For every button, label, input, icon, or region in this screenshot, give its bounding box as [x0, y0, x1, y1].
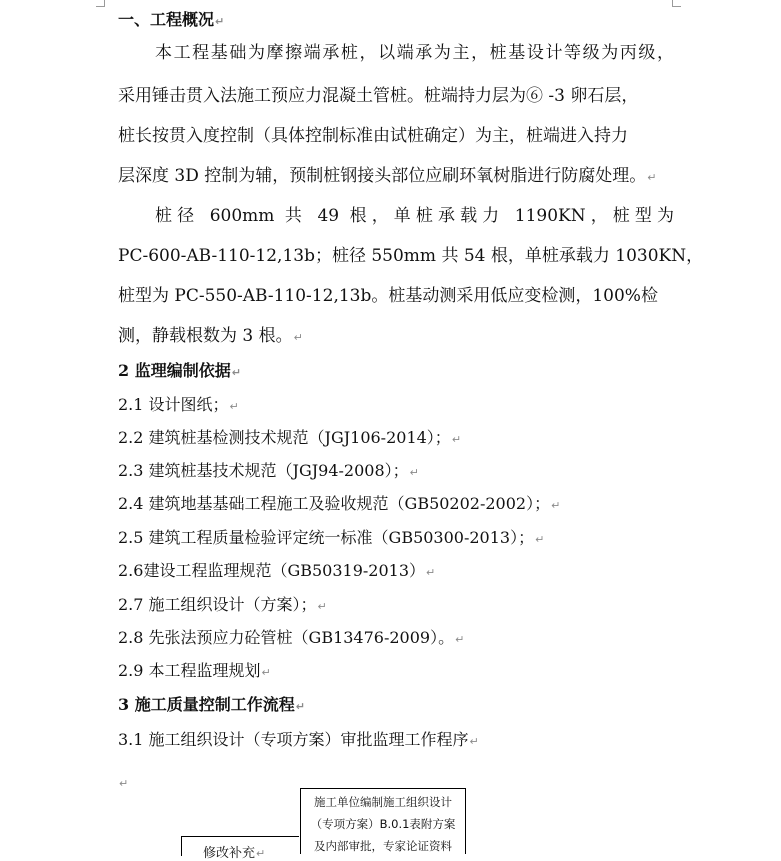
empty-paragraph	[118, 772, 128, 794]
return-mark: ↵	[256, 847, 266, 860]
heading-basis: 2 监理编制依据↵	[118, 361, 241, 380]
return-mark: ↵	[295, 700, 305, 713]
return-mark: ↵	[647, 171, 657, 184]
return-mark: ↵	[119, 777, 129, 790]
return-mark: ↵	[451, 433, 462, 446]
page-corner-mark-left	[96, 0, 105, 7]
overview-line-4: 层深度 3D 控制为辅，预制桩钢接头部位应刷环氧树脂进行防腐处理。↵	[118, 166, 657, 186]
flow-label-revise: 修改补充↵	[203, 846, 266, 861]
flow-box-line: 施工单位编制施工组织设计	[314, 795, 452, 809]
flow-connector-vertical	[181, 836, 182, 856]
return-mark: ↵	[231, 366, 241, 379]
return-mark: ↵	[535, 533, 545, 546]
return-mark: ↵	[317, 600, 327, 613]
basis-item: 2.2 建筑桩基检测技术规范（JGJ106-2014）；↵	[118, 428, 462, 447]
heading-flow: 3 施工质量控制工作流程↵	[118, 695, 305, 714]
overview-line-3: 桩长按贯入度控制（具体控制标准由试桩确定）为主，桩端进入持力	[118, 126, 628, 146]
return-mark: ↵	[551, 499, 561, 512]
basis-item: 2.7 施工组织设计（方案）；↵	[118, 595, 327, 614]
basis-item: 2.4 建筑地基基础工程施工及验收规范（GB50202-2002）；↵	[118, 494, 561, 513]
return-mark: ↵	[293, 331, 303, 344]
basis-item: 2.8 先张法预应力砼管桩（GB13476-2009）。↵	[118, 628, 465, 647]
flow-box-line: （专项方案）B.0.1表附方案	[310, 817, 456, 831]
return-mark: ↵	[455, 633, 465, 646]
overview-line-1: 本工程基础为摩擦端承桩，以端承为主，桩基设计等级为丙级，	[155, 43, 674, 63]
flow-intro: 3.1 施工组织设计（专项方案）审批监理工作程序↵	[118, 730, 479, 749]
return-mark: ↵	[229, 400, 239, 413]
overview-line-7: 桩型为 PC-550-AB-110-12,13b。桩基动测采用低应变检测，100%检	[118, 286, 658, 306]
overview-line-6: PC-600-AB-110-12,13b；桩径 550mm 共 54 根，单桩承载力 1030KN，	[118, 246, 704, 266]
flowchart-box-submit-plan	[300, 788, 466, 854]
return-mark: ↵	[409, 466, 419, 479]
basis-item: 2.6建设工程监理规范（GB50319-2013）↵	[118, 561, 436, 580]
return-mark: ↵	[469, 735, 479, 748]
basis-item: 2.1 设计图纸；↵	[118, 395, 239, 414]
basis-item: 2.3 建筑桩基技术规范（JGJ94-2008）；↵	[118, 461, 419, 480]
return-mark: ↵	[215, 15, 225, 28]
basis-item: 2.5 建筑工程质量检验评定统一标准（GB50300-2013）；↵	[118, 528, 545, 547]
flow-connector-line	[181, 836, 299, 837]
return-mark: ↵	[426, 566, 436, 579]
heading-overview: 一、工程概况↵	[118, 10, 225, 29]
overview-line-5: 桩径 600mm 共 49 根，单桩承载力 1190KN，桩型为	[155, 206, 674, 226]
overview-line-2: 采用锤击贯入法施工预应力混凝土管桩。桩端持力层为⑥ -3 卵石层，	[118, 86, 639, 106]
return-mark: ↵	[261, 666, 271, 679]
page-corner-mark-right	[672, 0, 681, 7]
overview-line-8: 测，静载根数为 3 根。↵	[118, 326, 303, 346]
flow-box-line: 及内部审批，专家论证资料	[314, 839, 452, 853]
basis-item: 2.9 本工程监理规划↵	[118, 661, 271, 680]
